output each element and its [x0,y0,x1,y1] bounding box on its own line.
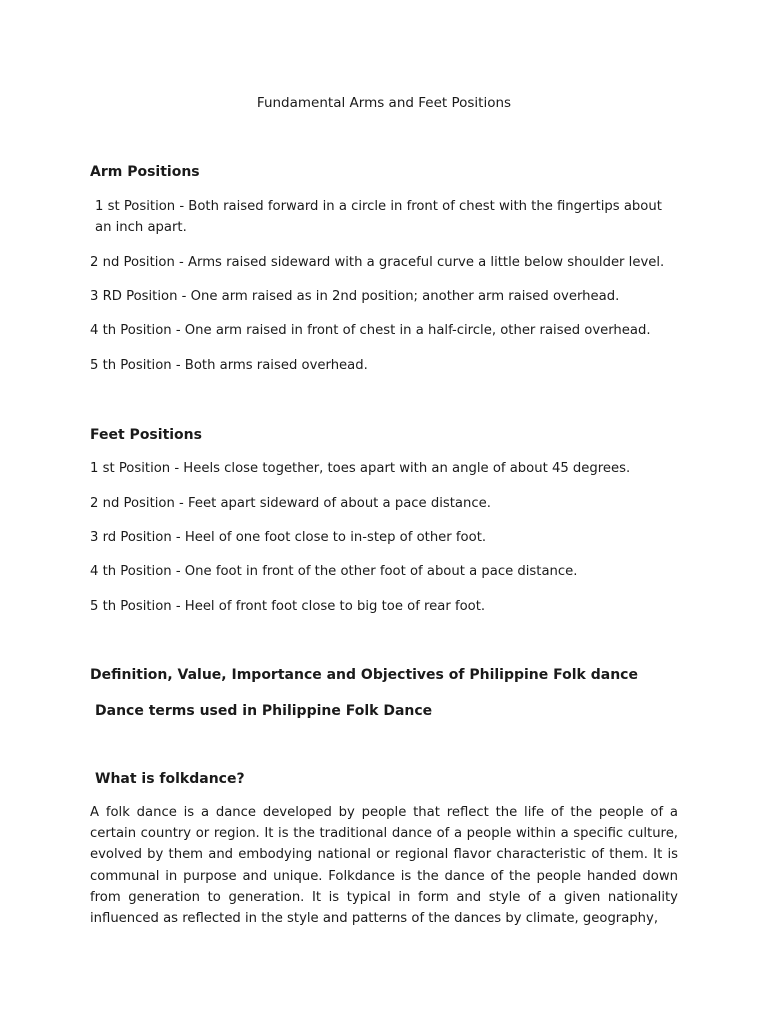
feet-position-3: 3 rd Position - Heel of one foot close to in-step of other foot. [90,530,487,545]
dance-terms-heading: Dance terms used in Philippine Folk Dance [95,703,433,719]
feet-position-2: 2 nd Position - Feet apart sideward of about a pace distance. [90,496,491,511]
definition-heading: Definition, Value, Importance and Objectives of Philippine Folk dance [90,667,638,683]
feet-position-5: 5 th Position - Heel of front foot close to big toe of rear foot. [90,599,486,614]
feet-position-1: 1 st Position - Heels close together, toes apart with an angle of about 45 degrees. [90,461,631,476]
arm-positions-heading: Arm Positions [90,164,200,180]
feet-positions-heading: Feet Positions [90,427,202,443]
document-title: Fundamental Arms and Feet Positions [256,95,512,111]
arm-position-3: 3 RD Position - One arm raised as in 2nd position; another arm raised overhead. [90,289,620,304]
what-is-folkdance-heading: What is folkdance? [95,771,245,787]
feet-position-4: 4 th Position - One foot in front of the other foot of about a pace distance. [90,564,578,579]
arm-position-4: 4 th Position - One arm raised in front of chest in a half-circle, other raised overhead. [90,323,651,338]
arm-position-5: 5 th Position - Both arms raised overhead. [90,358,368,373]
folkdance-paragraph: A folk dance is a dance developed by people that reflect the life of the people of a certain country or region. It is the traditional dance of a people within a specific culture, evolved by them and embodying national or regional flavor characteristic of them. It is communal in purpose and unique. Folkdance is the dance of the people handed down from generation to generation. It is typical in form and style of a given nationality influenced as reflected in the style and patterns of the dances by climate, geography, [90,805,678,927]
arm-position-1: 1 st Position - Both raised forward in a circle in front of chest with the fingertips about an inch apart. [95,199,662,235]
arm-position-2: 2 nd Position - Arms raised sideward with a graceful curve a little below shoulder level. [90,255,665,270]
